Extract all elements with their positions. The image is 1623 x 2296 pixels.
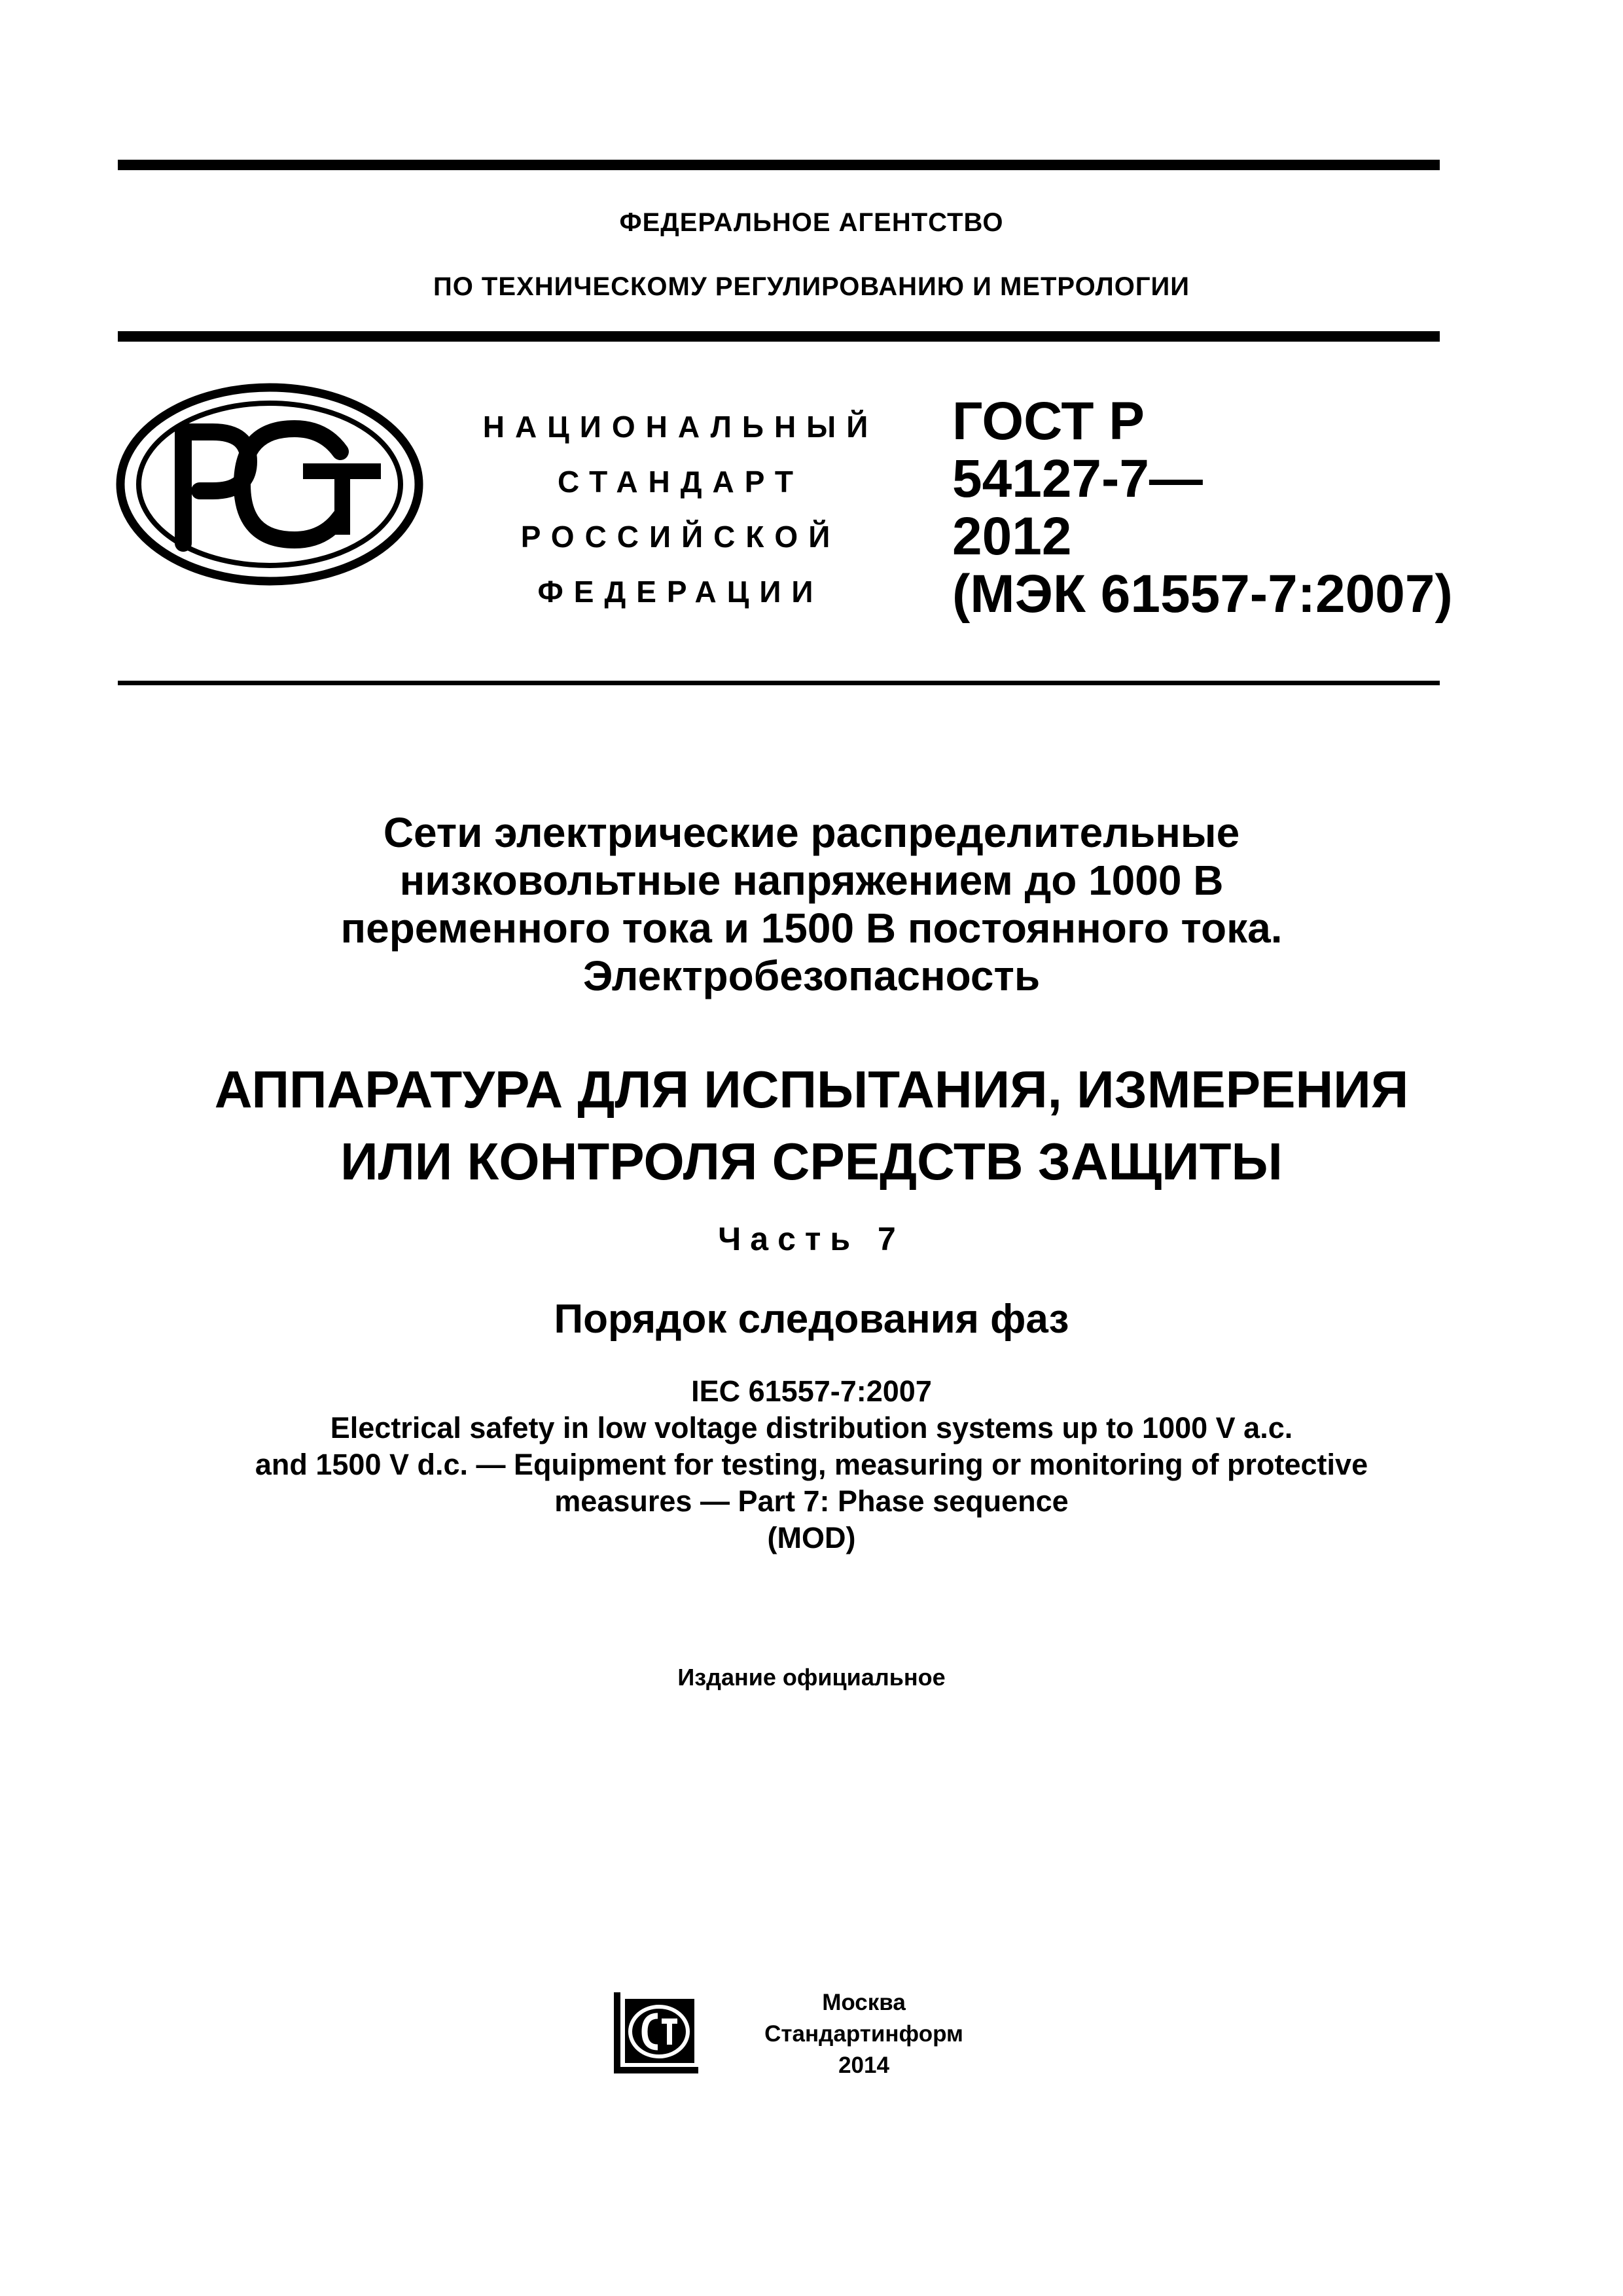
designation-line: ГОСТ Р bbox=[952, 391, 1145, 451]
national-standard-line: РОССИЙСКОЙ bbox=[520, 520, 841, 554]
rst-logo-icon bbox=[115, 383, 425, 586]
national-standard-label bbox=[445, 399, 916, 619]
agency-line-2: ПО ТЕХНИЧЕСКОМУ РЕГУЛИРОВАНИЮ И МЕТРОЛОГИИ bbox=[433, 272, 1190, 301]
title-rule bbox=[118, 681, 1440, 685]
header-rule bbox=[118, 331, 1440, 342]
part-subtitle: Порядок следования фаз bbox=[554, 1297, 1069, 1342]
main-title-line: ИЛИ КОНТРОЛЯ СРЕДСТВ ЗАЩИТЫ bbox=[340, 1132, 1283, 1191]
designation-line: 2012 bbox=[952, 507, 1072, 566]
iec-reference bbox=[0, 1373, 1623, 1556]
general-title-line: низковольтные напряжением до 1000 В bbox=[399, 857, 1224, 904]
standartinform-logo-icon bbox=[612, 1987, 704, 2075]
publisher-block bbox=[759, 1987, 969, 2081]
general-title-line: Сети электрические распределительные bbox=[383, 809, 1240, 856]
main-title-line: АППАРАТУРА ДЛЯ ИСПЫТАНИЯ, ИЗМЕРЕНИЯ bbox=[214, 1060, 1409, 1119]
top-rule bbox=[118, 160, 1440, 170]
iec-line: (MOD) bbox=[767, 1521, 856, 1554]
national-standard-line: СТАНДАРТ bbox=[558, 465, 804, 499]
publisher-name: Стандартинформ bbox=[764, 2021, 963, 2047]
general-title-line: переменного тока и 1500 В постоянного тока. bbox=[340, 905, 1283, 952]
publisher-year: 2014 bbox=[838, 2053, 889, 2078]
general-title bbox=[0, 809, 1623, 1000]
general-title-line: Электробезопасность bbox=[582, 952, 1041, 999]
iec-line: IEC 61557-7:2007 bbox=[691, 1374, 932, 1408]
designation-line: 54127-7— bbox=[952, 449, 1203, 509]
edition-label: Издание официальное bbox=[677, 1664, 946, 1691]
iec-line: Electrical safety in low voltage distribution systems up to 1000 V a.c. bbox=[330, 1411, 1293, 1444]
national-standard-line: ФЕДЕРАЦИИ bbox=[537, 575, 824, 609]
standard-designation bbox=[952, 393, 1453, 623]
iec-line: measures — Part 7: Phase sequence bbox=[554, 1484, 1069, 1518]
main-title bbox=[0, 1054, 1623, 1198]
publisher-city: Москва bbox=[822, 1990, 906, 2015]
designation-line: (МЭК 61557-7:2007) bbox=[952, 564, 1453, 624]
part-number: Часть 7 bbox=[718, 1221, 905, 1257]
iec-line: and 1500 V d.c. — Equipment for testing, measuring or monitoring of protective bbox=[255, 1448, 1368, 1481]
agency-line-1: ФЕДЕРАЛЬНОЕ АГЕНТСТВО bbox=[619, 208, 1004, 237]
national-standard-line: НАЦИОНАЛЬНЫЙ bbox=[482, 410, 879, 444]
